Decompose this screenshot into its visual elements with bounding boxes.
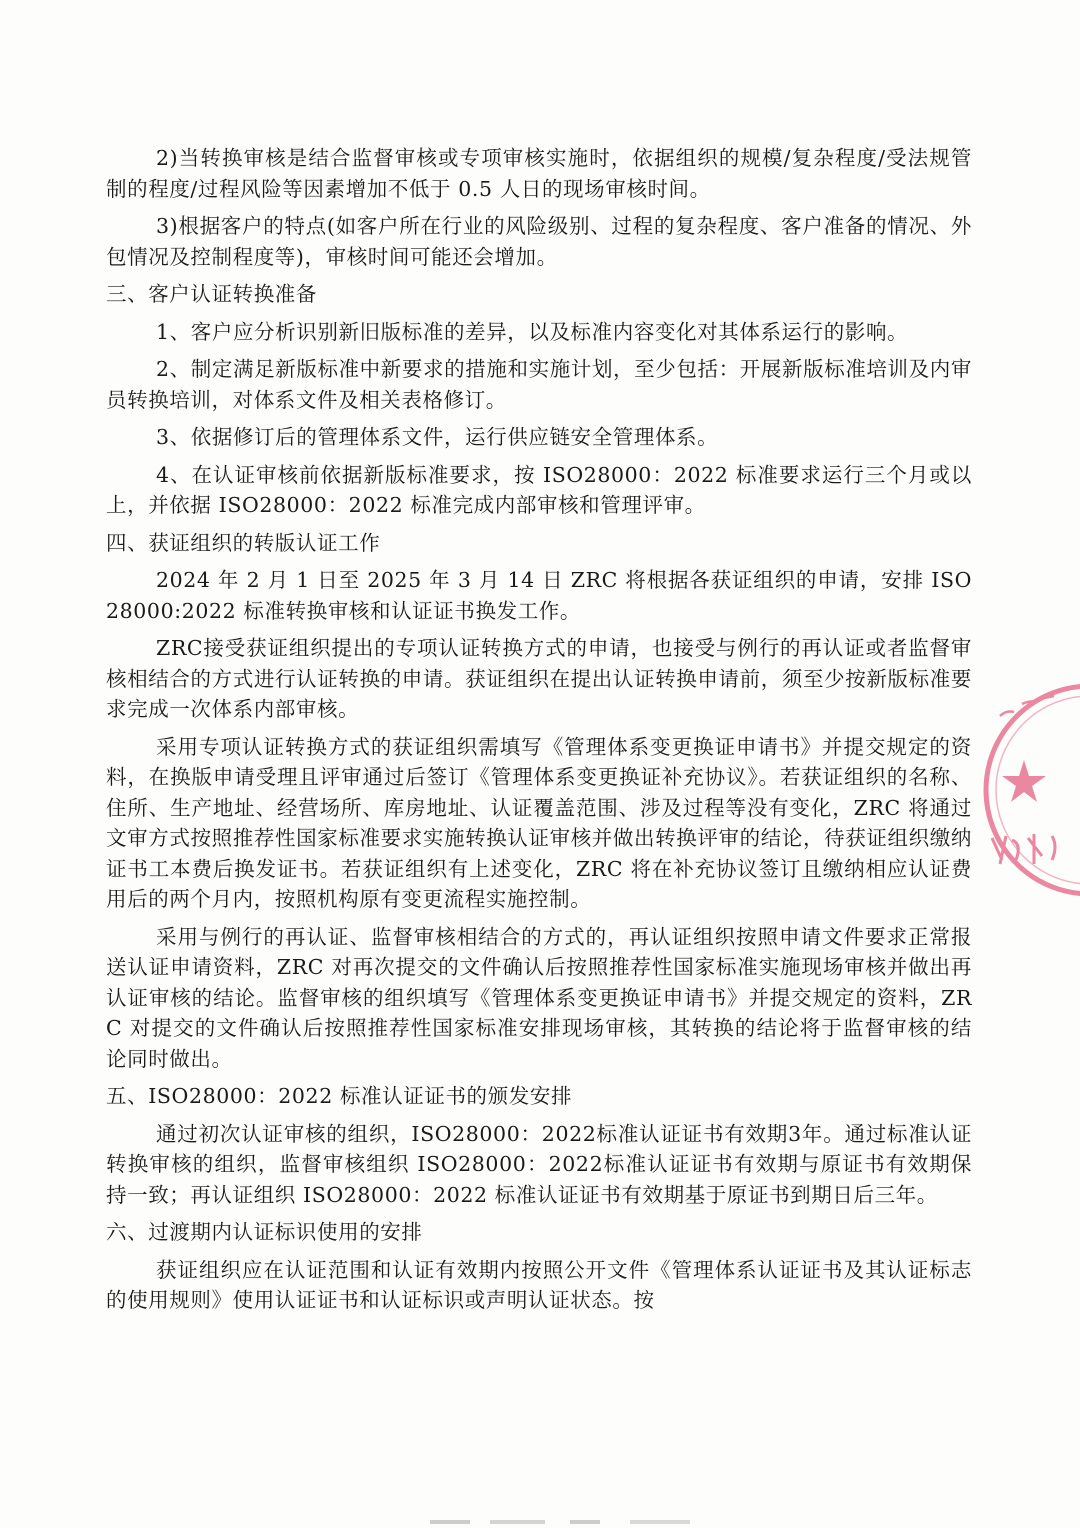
paragraph: 3)根据客户的特点(如客户所在行业的风险级别、过程的复杂程度、客户准备的情况、外包情况及控制程度等)，审核时间可能还会增加。 [106, 214, 972, 269]
stamp-star [1002, 760, 1046, 802]
paragraph: 1、客户应分析识别新旧版标准的差异，以及标准内容变化对其体系运行的影响。 [156, 319, 909, 344]
paragraph: 采用与例行的再认证、监督审核相结合的方式的，再认证组织按照申请文件要求正常报送认证申请资料，ZRC 对再次提交的文件确认后按照推荐性国家标准实施现场审核并做出再认证审核的结论。监督审核的组织填写《管理体系变更换证申请书》并提交规定的资料，ZRC 对提交的文件确认后按照推荐性国家标准安排现场审核，其转换的结论将于监督审核的结论同时做出。 [106, 924, 972, 1071]
paragraph: 3、依据修订后的管理体系文件，运行供应链安全管理体系。 [156, 425, 719, 449]
paragraph: ZRC接受获证组织提出的专项认证转换方式的申请，也接受与例行的再认证或者监督审核相结合的方式进行认证转换的申请。获证组织在提出认证转换申请前，须至少按新版标准要求完成一次体系内部审核。 [106, 636, 972, 721]
paragraph: 2)当转换审核是结合监督审核或专项审核实施时，依据组织的规模/复杂程度/受法规管制的程度/过程风险等因素增加不低于 0.5 人日的现场审核时间。 [106, 146, 972, 201]
paragraph: 通过初次认证审核的组织，ISO28000：2022标准认证证书有效期3年。通过标准认证转换审核的组织，监督审核组织 ISO28000：2022标准认证证书有效期与原证书有效期保持一致；再认证组织 ISO28000：2022 标准认证证书有效期基于原证书到期日后三年。 [106, 1121, 972, 1207]
section-heading: 三、客户认证转换准备 [106, 282, 317, 306]
section-heading: 四、获证组织的转版认证工作 [106, 530, 381, 555]
section-heading: 五、ISO28000：2022 标准认证证书的颁发安排 [106, 1084, 573, 1108]
paragraph: 4、在认证审核前依据新版标准要求，按 ISO28000：2022 标准要求运行三个月或以上，并依据 ISO28000：2022 标准完成内部审核和管理评审。 [106, 462, 972, 517]
paragraph: 采用专项认证转换方式的获证组织需填写《管理体系变更换证申请书》并提交规定的资料，在换版申请受理且评审通过后签订《管理体系变更换证补充协议》。若获证组织的名称、住所、生产地址、经营场所、库房地址、认证覆盖范围、涉及过程等没有变化，ZRC 将通过文审方式按照推荐性国家标准要求实施转换认证审核并做出转换评审的结论，待获证组织缴纳证书工本费后换发证书。若获证组织有上述变化，ZRC 将在补充协议签订且缴纳相应认证费用后的两个月内，按照机构原有变更流程实施控制。 [106, 734, 972, 911]
document-body [106, 143, 972, 1323]
red-seal-stamp-icon [972, 678, 1080, 908]
section-heading: 六、过渡期内认证标识使用的安排 [106, 1220, 423, 1244]
paragraph: 2、制定满足新版标准中新要求的措施和实施计划，至少包括：开展新版标准培训及内审员转换培训，对体系文件及相关表格修订。 [106, 357, 972, 412]
bottom-scan-marks [420, 1516, 720, 1528]
paragraph: 获证组织应在认证范围和认证有效期内按照公开文件《管理体系认证证书及其认证标志的使用规则》使用认证证书和认证标识或声明认证状态。按 [106, 1257, 972, 1312]
paragraph: 2024 年 2 月 1 日至 2025 年 3 月 14 日 ZRC 将根据各获证组织的申请，安排 ISO28000:2022 标准转换审核和认证证书换发工作。 [106, 568, 972, 623]
